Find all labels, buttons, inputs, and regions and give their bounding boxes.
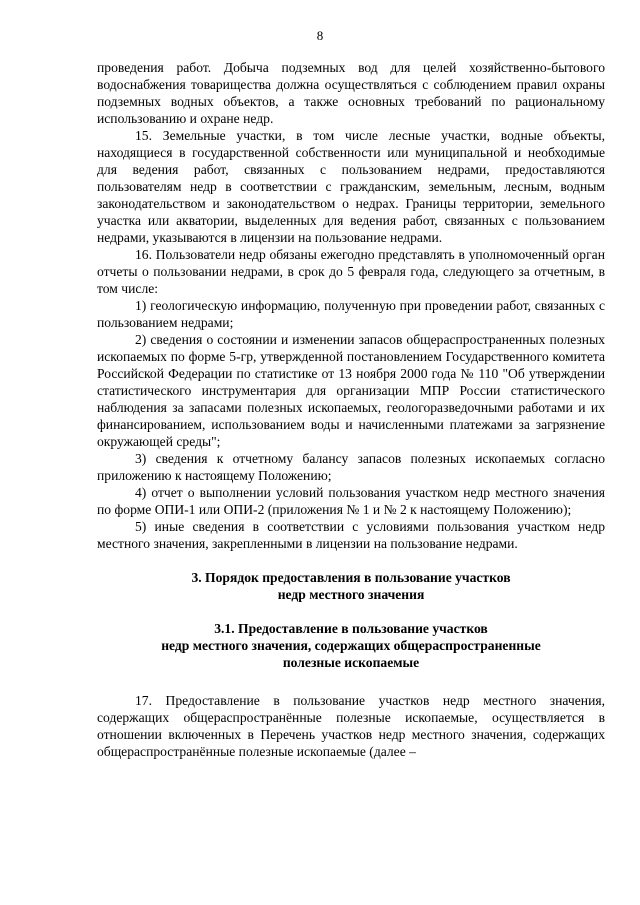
document-body <box>97 59 605 760</box>
paragraph-15: 15. Земельные участки, в том числе лесные участки, водные объекты, находящиеся в государственной собственности или муниципальной и необходимые для ведения работ, связанных с пользованием недрами, предоставляются пользователям недр в соответствии с гражданским, земельным, лесным, водным законодательством и законодательством о недрах. Границы территории, земельного участка или акватории, выделенных для ведения работ, связанных с пользованием недрами, указываются в лицензии на пользование недрами. <box>97 128 605 245</box>
paragraph-16: 16. Пользователи недр обязаны ежегодно представлять в уполномоченный орган отчеты о пользовании недрами, в срок до 5 февраля года, следующего за отчетным, в том числе: <box>97 247 605 296</box>
section-3-1-heading <box>97 620 605 671</box>
paragraph-continuation: проведения работ. Добыча подземных вод для целей хозяйственно-бытового водоснабжения товарищества должна осуществляться с соблюдением правил охраны подземных водных объектов, а также основных требований по рациональному использованию и охране недр. <box>97 60 605 126</box>
list-item-5: 5) иные сведения в соответствии с условиями пользования участком недр местного значения, закрепленными в лицензии на пользование недрами. <box>97 519 605 551</box>
paragraph-17: 17. Предоставление в пользование участков недр местного значения, содержащих общераспространённые полезные ископаемые, осуществляется в отношении включенных в Перечень участков недр местного значения, содержащих общераспространённые полезные ископаемые (далее – <box>97 693 605 759</box>
section-3-heading <box>97 569 605 603</box>
list-item-2: 2) сведения о состоянии и изменении запасов общераспространенных полезных ископаемых по форме 5-гр, утвержденной постановлением Государственного комитета Российской Федерации по статистике от 13 ноября 2000 года № 110 "Об утверждении статистического инструментария для организации МПР России статистического наблюдения за запасами полезных ископаемых, геологоразведочными работами и их финансированием, использованием воды и начисленными платежами за загрязнение окружающей среды"; <box>97 332 605 449</box>
page-number: 8 <box>316 28 324 43</box>
section-3-title-line-1: 3. Порядок предоставления в пользование участков <box>191 570 511 585</box>
section-3-title-line-2: недр местного значения <box>277 587 425 602</box>
section-3-1-title-line-2: недр местного значения, содержащих общераспространенные <box>161 638 541 653</box>
list-item-3: 3) сведения к отчетному балансу запасов полезных ископаемых согласно приложению к настоящему Положению; <box>97 451 605 483</box>
section-3-1-title-line-3: полезные ископаемые <box>282 655 420 670</box>
section-3-1-title-line-1: 3.1. Предоставление в пользование участков <box>214 621 488 636</box>
list-item-4: 4) отчет о выполнении условий пользования участком недр местного значения по форме ОПИ-1 или ОПИ-2 (приложения № 1 и № 2 к настоящему Положению); <box>97 485 605 517</box>
list-item-1: 1) геологическую информацию, полученную при проведении работ, связанных с пользованием недрами; <box>97 298 605 330</box>
